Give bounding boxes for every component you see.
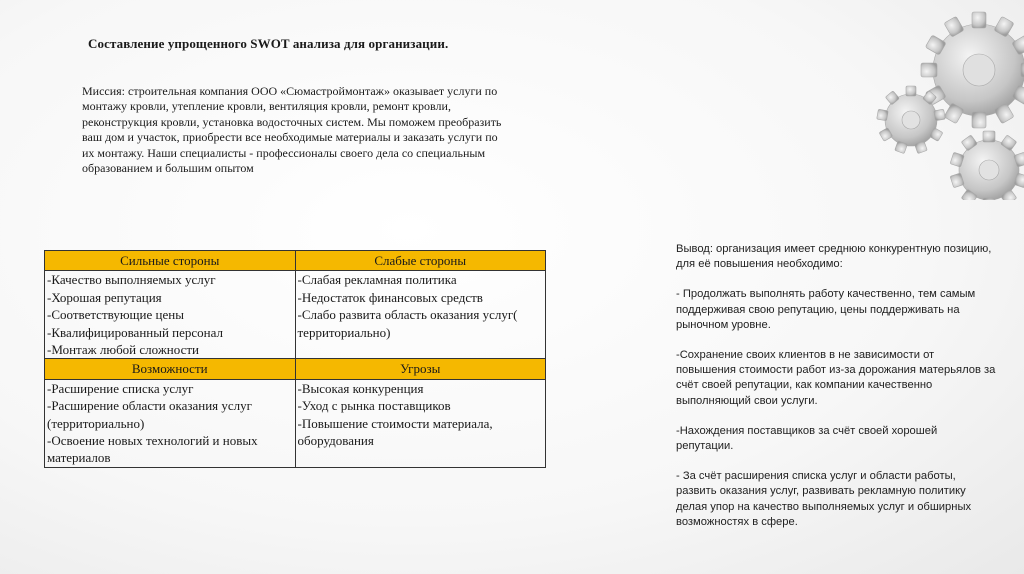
weakness-item: -Слабая рекламная политика	[297, 272, 457, 288]
conclusion-paragraph: Вывод: организация имеет среднюю конкурентную позицию, для её повышения необходимо:	[676, 243, 992, 271]
threat-item: -Высокая конкуренция	[297, 380, 424, 396]
gears-icon	[849, 0, 1024, 200]
strength-item: -Квалифицированный персонал	[47, 324, 224, 340]
conclusion-block	[676, 242, 996, 545]
conclusion-paragraph: - За счёт расширения списка услуг и области работы, развить оказания услуг, развивать рекламную политику делая упор на качество выполняемых услуг и обширных возможностях в сфере.	[676, 470, 972, 528]
opportunities-cell	[45, 379, 296, 467]
strength-item: -Монтаж любой сложности	[47, 342, 199, 358]
mission-text: Миссия: строительная компания ООО «Сюмастроймонтаж» оказывает услуги по монтажу кровли, утепление кровли, вентиляция кровли, ремонт кровли, реконструкция кровли, установка водосточных систем. Мы поможем преобразить ваш дом и участок, приобрести все необходимые материалы и заказать услуги по их монтажу. Наши специалисты - профессионалы своего дела со специальным образованием и большим опытом	[82, 84, 502, 176]
weakness-item: -Недостаток финансовых средств	[297, 289, 483, 305]
weakness-item: -Слабо развита область оказания услуг( территориально)	[297, 307, 518, 340]
opportunity-item: -Расширение списка услуг	[47, 380, 194, 396]
threat-item: -Уход с рынка поставщиков	[297, 398, 451, 414]
conclusion-paragraph: - Продолжать выполнять работу качественно, тем самым поддерживая свою репутацию, цены поддерживать на рыночном уровне.	[676, 288, 976, 331]
swot-table	[44, 250, 546, 468]
threats-cell	[295, 379, 546, 467]
strengths-header: Сильные стороны	[45, 251, 296, 271]
threats-header: Угрозы	[295, 359, 546, 379]
opportunities-header: Возможности	[45, 359, 296, 379]
page-title: Составление упрощенного SWOT анализа для организации.	[88, 36, 449, 51]
strength-item: -Соответствующие цены	[47, 307, 184, 323]
conclusion-paragraph: -Сохранение своих клиентов в не зависимости от повышения стоимости работ из-за дорожания матерьялов за счёт своей репутации, как компании качественно выполняющий свои услуги.	[676, 349, 996, 407]
strengths-cell	[45, 271, 296, 359]
threat-item: -Повышение стоимости материала, оборудования	[297, 415, 493, 449]
weaknesses-header: Слабые стороны	[295, 251, 546, 271]
weaknesses-cell	[295, 271, 546, 359]
opportunity-item: -Освоение новых технологий и новых материалов	[47, 433, 258, 466]
strength-item: -Качество выполняемых услуг	[47, 272, 216, 288]
strength-item: -Хорошая репутация	[47, 289, 162, 305]
opportunity-item: -Расширение области оказания услуг (территориально)	[47, 398, 253, 431]
conclusion-paragraph: -Нахождения поставщиков за счёт своей хорошей репутации.	[676, 424, 938, 453]
